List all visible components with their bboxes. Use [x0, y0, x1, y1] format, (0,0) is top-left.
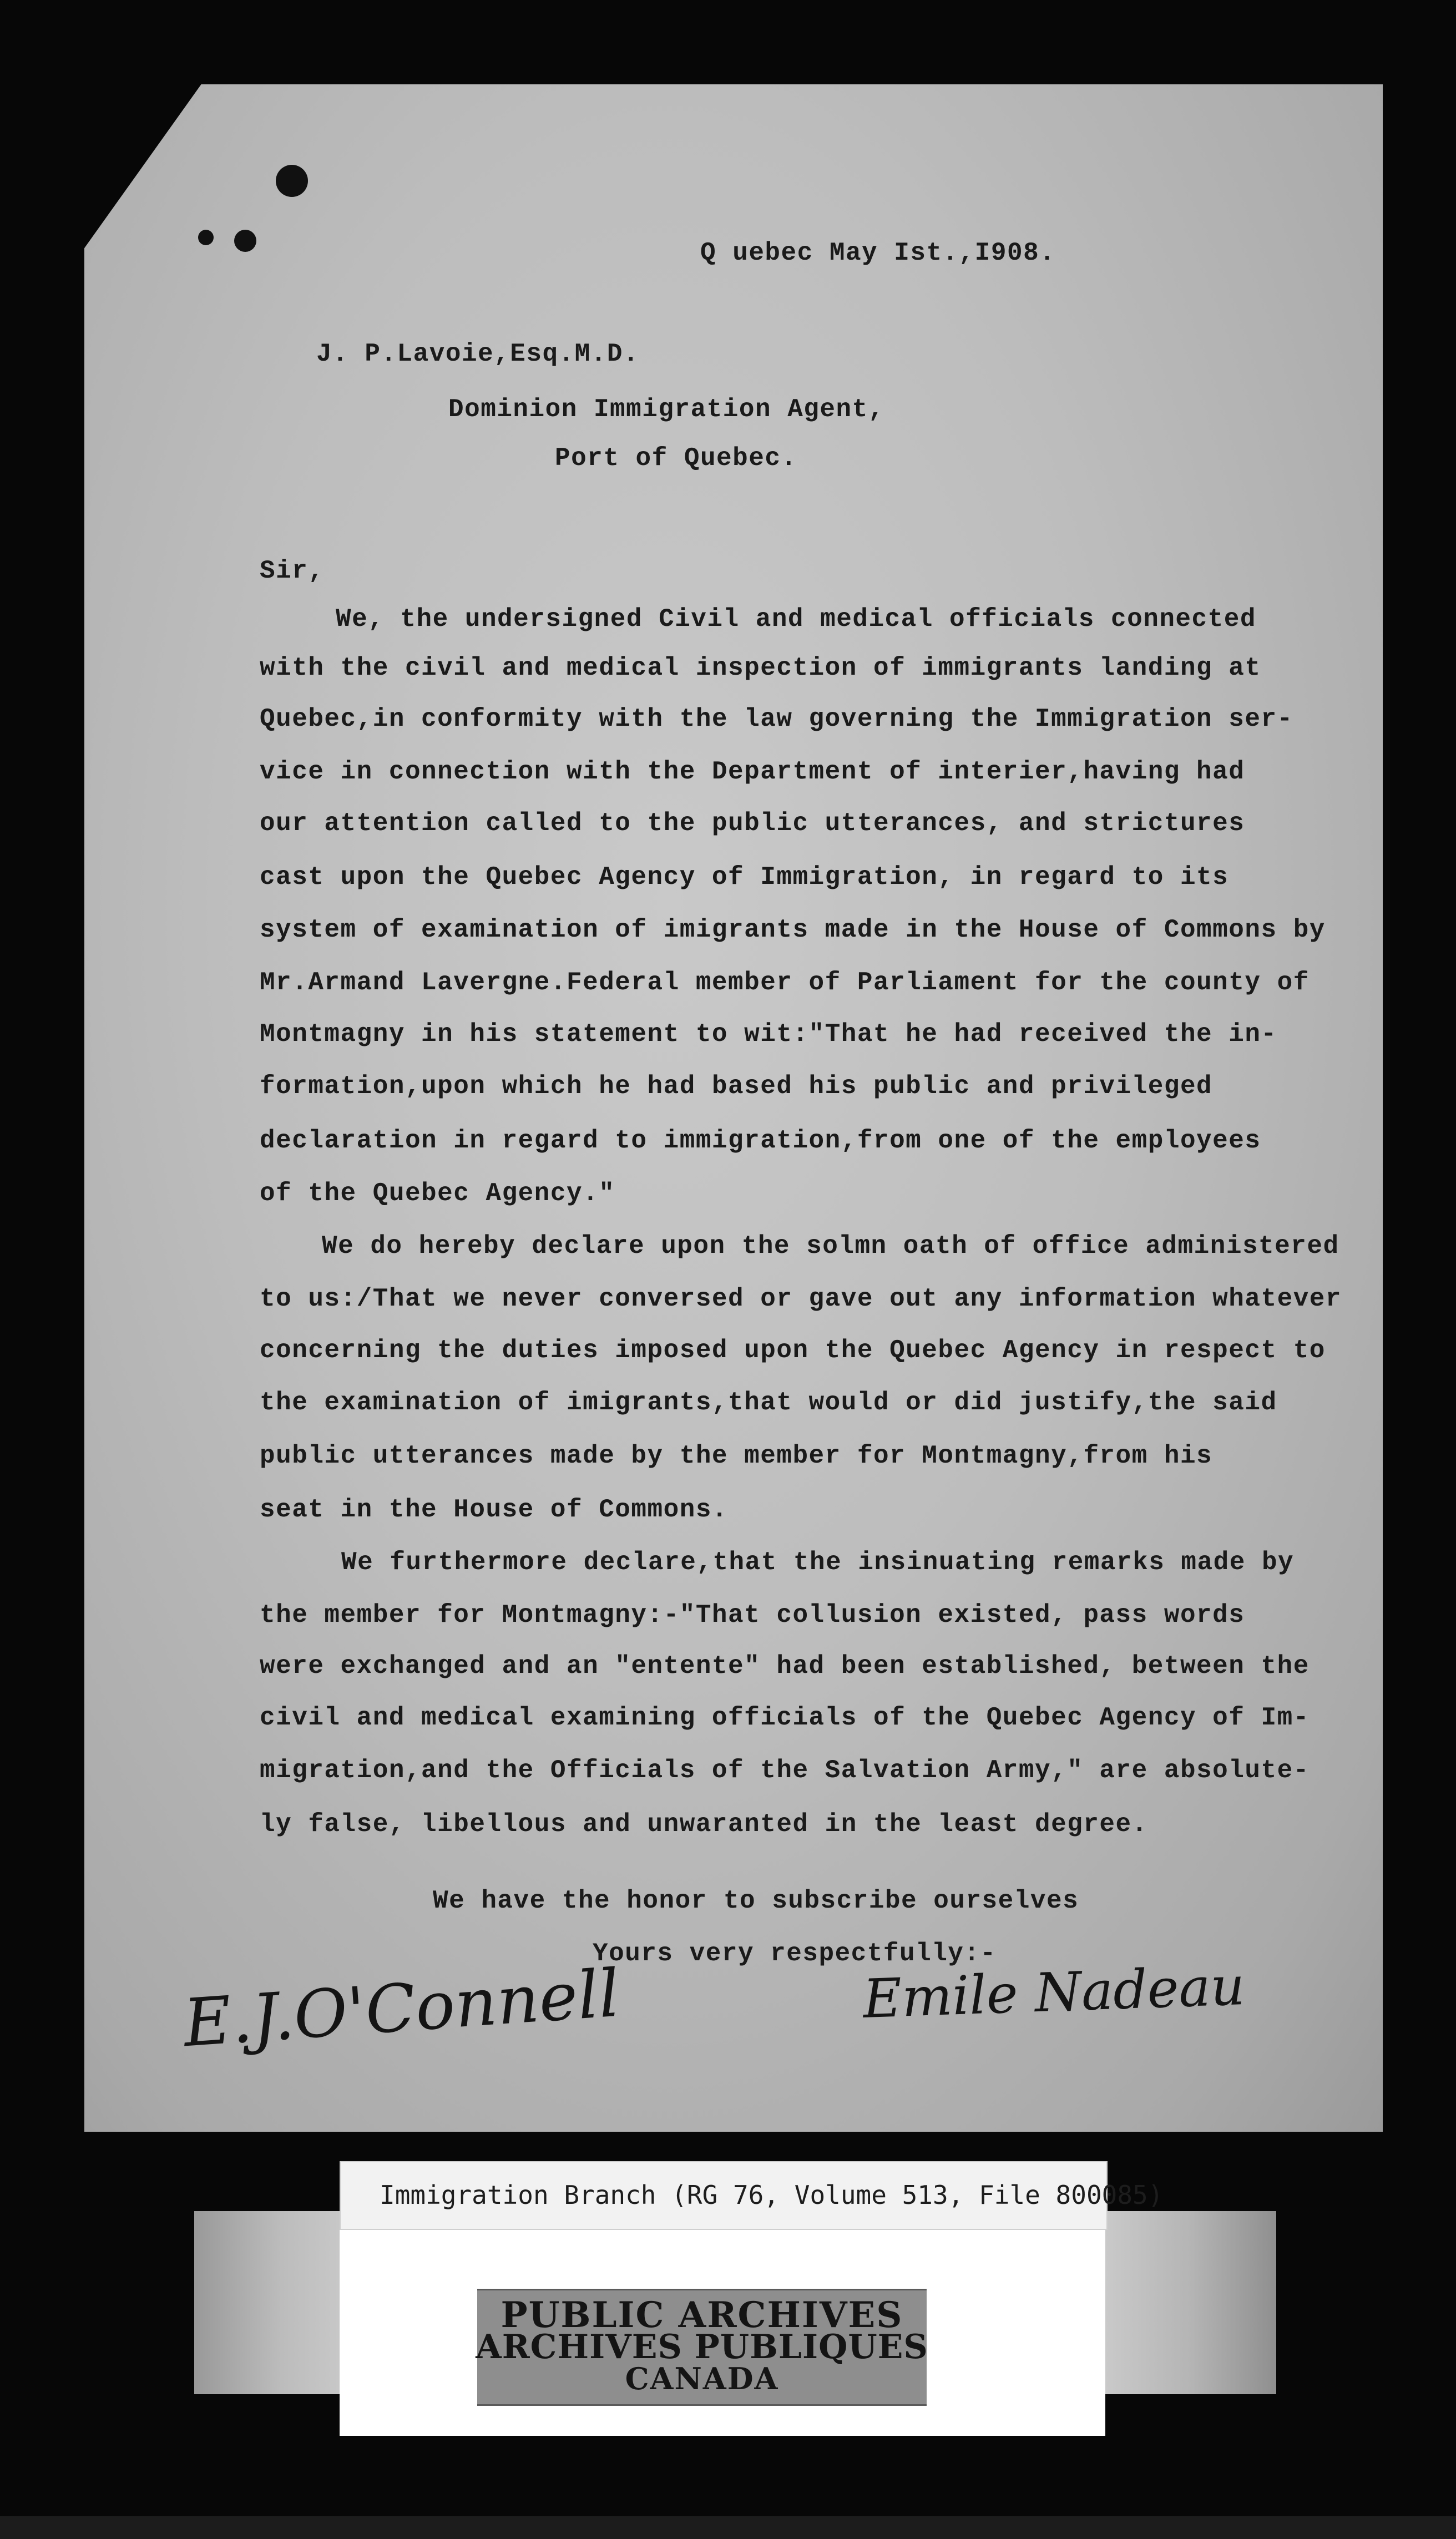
- punch-hole: [276, 165, 308, 197]
- signature-nadeau: Emile Nadeau: [862, 1955, 1246, 2030]
- recipient-name: J. P.Lavoie,Esq.M.D.: [316, 340, 640, 368]
- body-line: public utterances made by the member for Montmagny,from his: [260, 1442, 1213, 1470]
- complimentary-close: Yours very respectfully:-: [593, 1939, 997, 1968]
- body-line: concerning the duties imposed upon the Quebec Agency in respect to: [260, 1336, 1326, 1365]
- body-line: vice in connection with the Department of interier,having had: [260, 757, 1245, 786]
- body-line: seat in the House of Commons.: [260, 1495, 729, 1524]
- body-line: formation,upon which he had based his public and privileged: [260, 1072, 1213, 1101]
- body-line: civil and medical examining officials of the Quebec Agency of Im-: [260, 1703, 1310, 1732]
- body-line: to us:/That we never conversed or gave out any information whatever: [260, 1284, 1342, 1313]
- body-line: cast upon the Quebec Agency of Immigration, in regard to its: [260, 863, 1229, 892]
- body-line: migration,and the Officials of the Salvation Army," are absolute-: [260, 1756, 1310, 1785]
- stamp-line-1: PUBLIC ARCHIVES: [501, 2294, 903, 2336]
- body-line: our attention called to the public utterances, and strictures: [260, 809, 1245, 838]
- closing-line: We have the honor to subscribe ourselves: [433, 1886, 1079, 1915]
- body-line: with the civil and medical inspection of immigrants landing at: [260, 654, 1261, 682]
- body-line: were exchanged and an "entente" had been established, between the: [260, 1652, 1310, 1681]
- body-line: We do hereby declare upon the solmn oath of office administered: [322, 1232, 1339, 1261]
- body-line: of the Quebec Agency.": [260, 1179, 615, 1208]
- body-line: Mr.Armand Lavergne.Federal member of Parliament for the county of: [260, 968, 1310, 997]
- body-line: ly false, libellous and unwaranted in the least degree.: [260, 1810, 1148, 1839]
- stamp-line-3: CANADA: [625, 2361, 779, 2396]
- archive-label-card: [340, 2161, 1164, 2230]
- salutation: Sir,: [260, 557, 325, 585]
- body-line: We furthermore declare,that the insinuating remarks made by: [341, 1548, 1295, 1577]
- body-line: system of examination of imigrants made in the House of Commons by: [260, 916, 1326, 944]
- recipient-title: Dominion Immigration Agent,: [448, 395, 884, 424]
- stamp-line-2: ARCHIVES PUBLIQUES: [476, 2328, 928, 2366]
- body-line: declaration in regard to immigration,from one of the employees: [260, 1126, 1261, 1155]
- body-line: the examination of imigrants,that would or did justify,the said: [260, 1388, 1277, 1417]
- punch-hole: [198, 230, 214, 245]
- body-line: the member for Montmagny:-"That collusion existed, pass words: [260, 1601, 1245, 1630]
- archive-label: Immigration Branch (RG 76, Volume 513, File 800085): [380, 2180, 1164, 2210]
- body-line: Quebec,in conformity with the law governing the Immigration ser-: [260, 705, 1293, 734]
- body-line: Montmagny in his statement to wit:"That he had received the in-: [260, 1020, 1277, 1049]
- body-line: We, the undersigned Civil and medical officials connected: [336, 605, 1256, 634]
- signature-oconnell: E.J.O'Connell: [181, 1954, 622, 2062]
- recipient-location: Port of Quebec.: [555, 444, 797, 473]
- film-bottom-edge: [0, 2516, 1456, 2539]
- letter-date: Q uebec May Ist.,I908.: [700, 239, 1056, 267]
- punch-hole: [234, 230, 256, 252]
